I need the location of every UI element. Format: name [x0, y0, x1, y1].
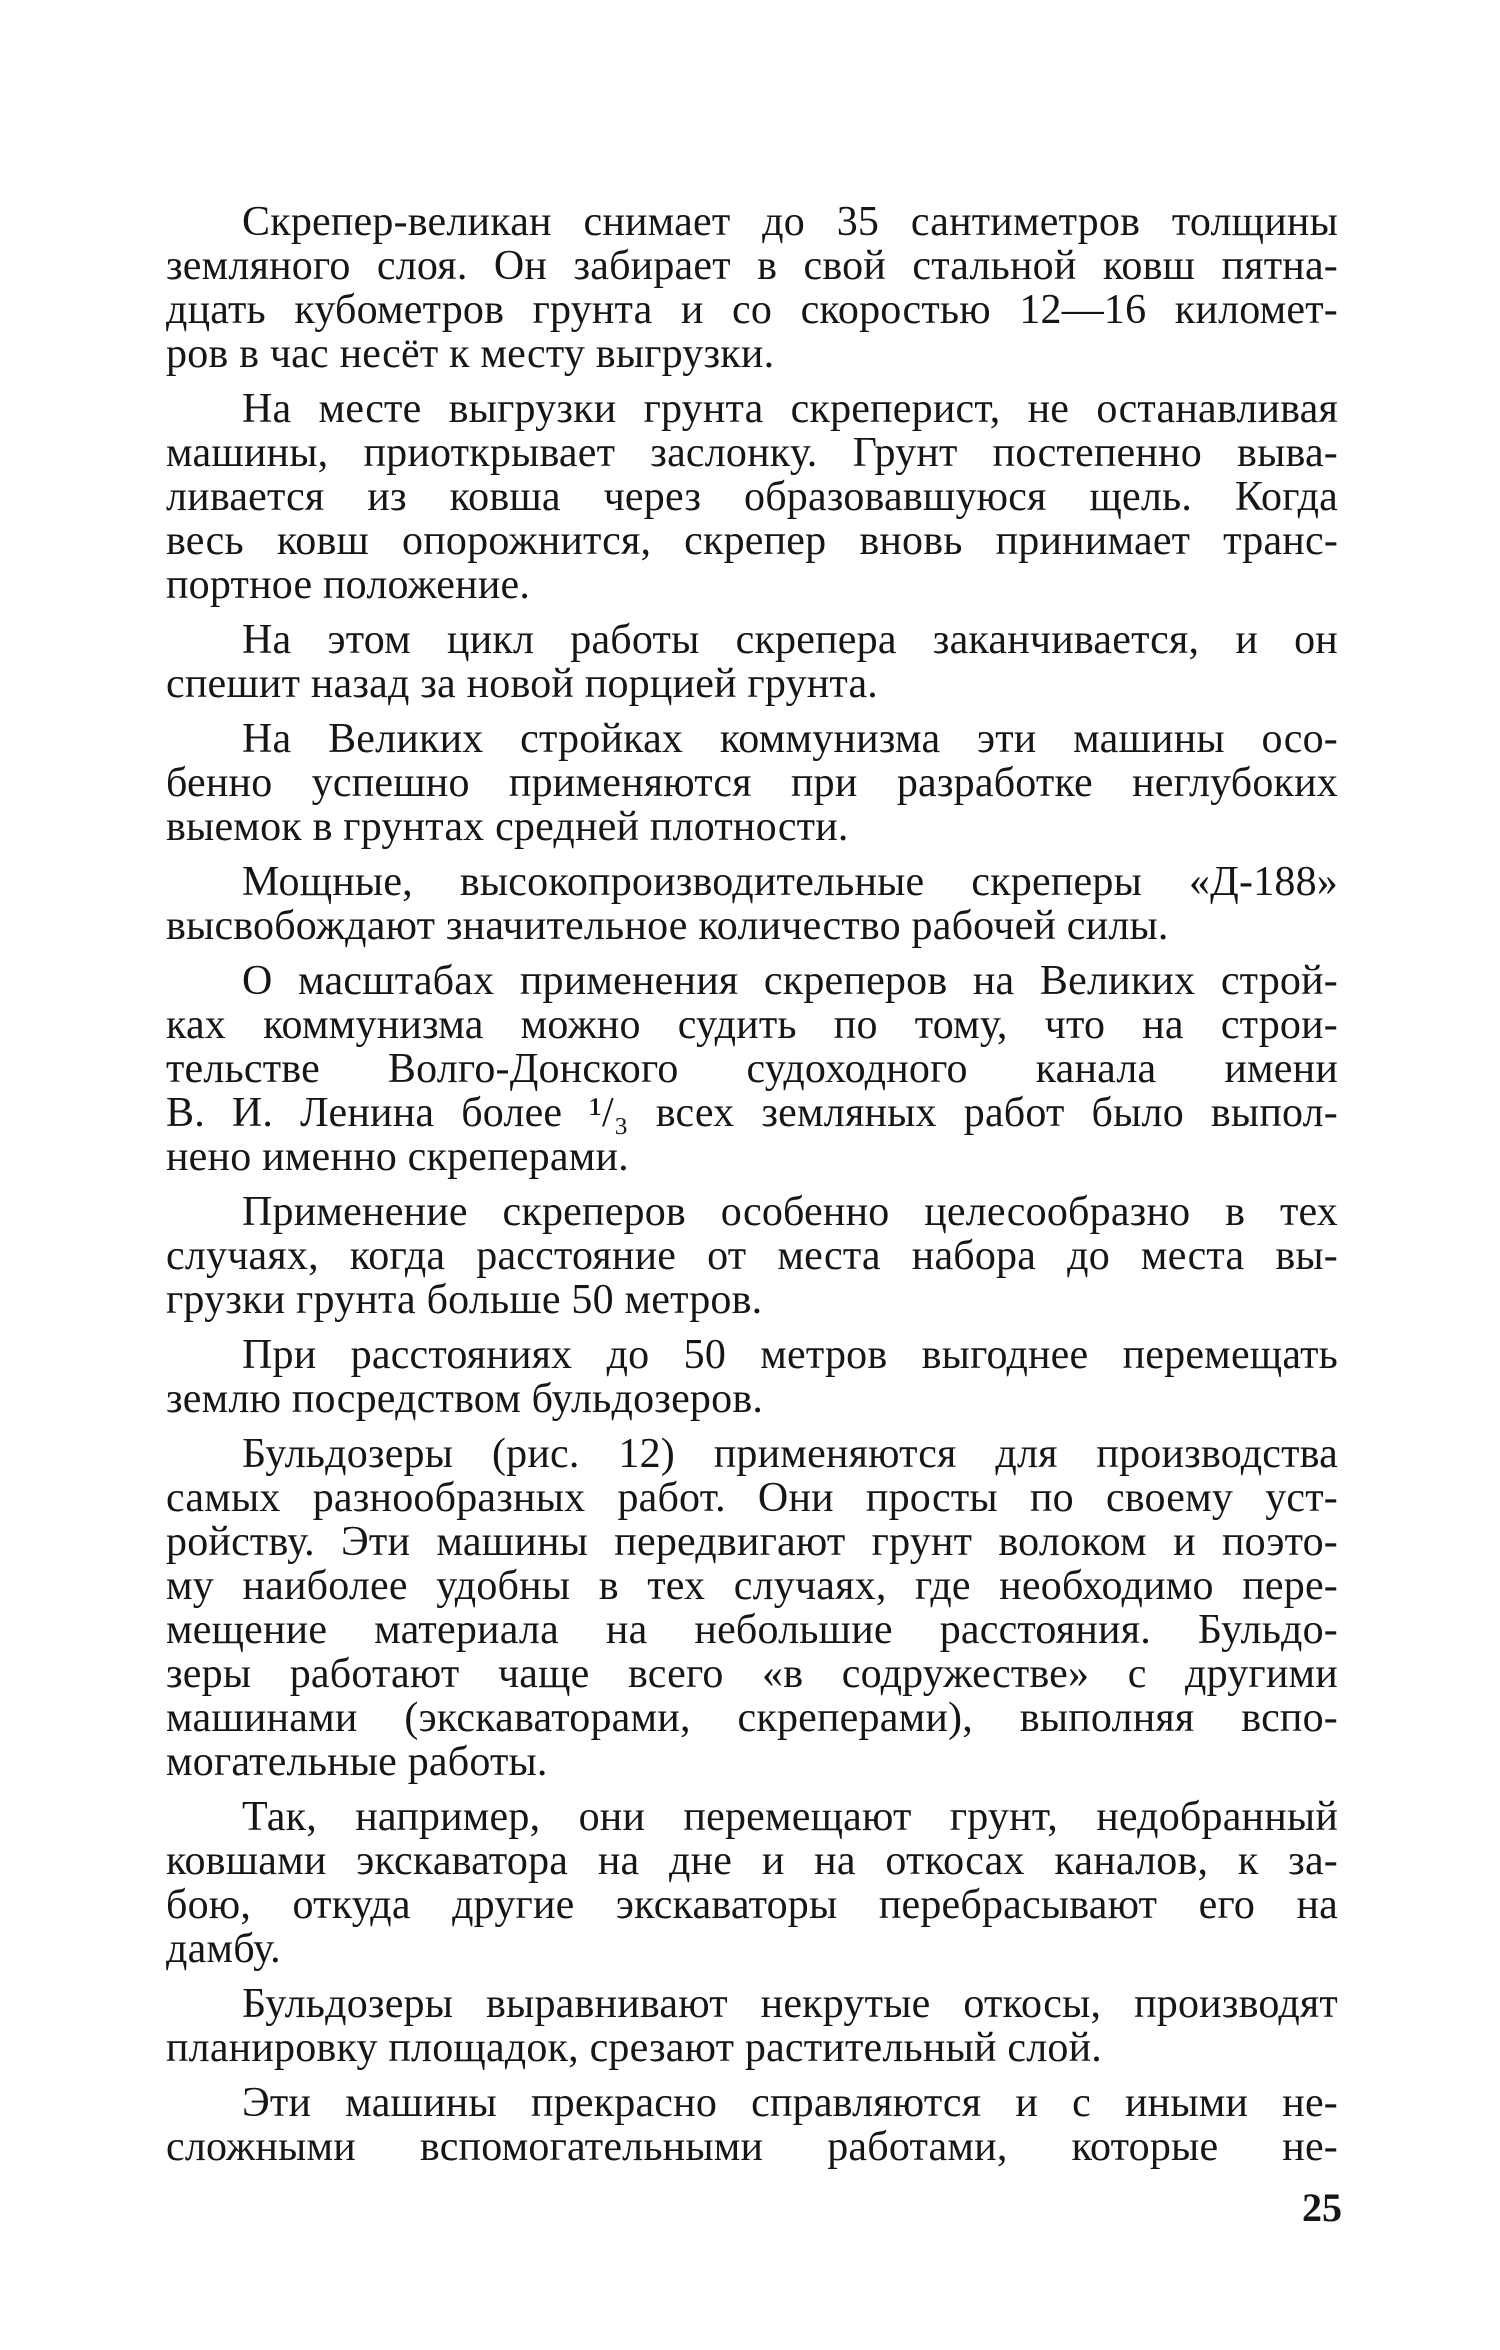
text-line: самых разнообразных работ. Они просты по своему уст-: [166, 1475, 1338, 1521]
text-line: машины, приоткрывает заслонку. Грунт постепенно выва-: [166, 430, 1338, 476]
paragraph-8: [166, 1333, 1338, 1421]
paragraph-11: [166, 1982, 1338, 2070]
text-line: дцать кубометров грунта и со скоростью 12—16 километ-: [166, 287, 1338, 333]
text-line: Скрепер-великан снимает до 35 сантиметров толщины: [242, 199, 1338, 245]
text-line: В. И. Ленина более ¹/₃ всех земляных работ было выпол-: [166, 1090, 1338, 1136]
text-line: сложными вспомогательными работами, которые не-: [166, 2124, 1338, 2170]
text-line: Эти машины прекрасно справляются и с иными не-: [242, 2080, 1338, 2126]
text-line: О масштабах применения скреперов на Великих строй-: [242, 958, 1338, 1004]
text-line: На месте выгрузки грунта скреперист, не останавливая: [242, 386, 1338, 432]
text-line: землю посредством бульдозеров.: [166, 1376, 764, 1422]
text-line: Так, например, они перемещают грунт, недобранный: [242, 1794, 1338, 1840]
text-line: нено именно скреперами.: [166, 1134, 629, 1180]
text-line: тельстве Волго-Донского судоходного канала имени: [166, 1046, 1338, 1092]
text-line: высвобождают значительное количество рабочей силы.: [166, 903, 1169, 949]
text-line: бенно успешно применяются при разработке неглубоких: [166, 760, 1338, 806]
text-line: ливается из ковша через образовавшуюся щель. Когда: [166, 474, 1338, 520]
text-line: Применение скреперов особенно целесообразно в тех: [242, 1189, 1338, 1235]
paragraph-7: [166, 1190, 1338, 1322]
text-line: грузки грунта больше 50 метров.: [166, 1277, 763, 1323]
text-line: планировку площадок, срезают растительный слой.: [166, 2025, 1102, 2071]
text-line: случаях, когда расстояние от места набора до места вы-: [166, 1233, 1338, 1279]
paragraph-1: [166, 200, 1338, 376]
text-line: машинами (экскаваторами, скреперами), выполняя вспо-: [166, 1695, 1338, 1741]
page-text: [166, 200, 1338, 2180]
text-line: При расстояниях до 50 метров выгоднее перемещать: [242, 1332, 1338, 1378]
paragraph-2: [166, 387, 1338, 607]
paragraph-5: [166, 860, 1338, 948]
text-line: земляного слоя. Он забирает в свой стальной ковш пятна-: [166, 243, 1338, 289]
text-line: зеры работают чаще всего «в содружестве» с другими: [166, 1651, 1338, 1697]
text-line: портное положение.: [166, 562, 531, 608]
paragraph-4: [166, 717, 1338, 849]
text-line: ройству. Эти машины передвигают грунт волоком и поэто-: [166, 1519, 1338, 1565]
text-line: На этом цикл работы скрепера заканчивается, и он: [242, 617, 1338, 663]
text-line: спешит назад за новой порцией грунта.: [166, 661, 878, 707]
text-line: Бульдозеры выравнивают некрутые откосы, производят: [242, 1981, 1338, 2027]
paragraph-10: [166, 1795, 1338, 1971]
paragraph-12: [166, 2081, 1338, 2169]
text-line: весь ковш опорожнится, скрепер вновь принимает транс-: [166, 518, 1338, 564]
text-line: ковшами экскаватора на дне и на откосах каналов, к за-: [166, 1838, 1338, 1884]
text-line: дамбу.: [166, 1926, 281, 1972]
text-line: Мощные, высокопроизводительные скреперы «Д-188»: [242, 859, 1338, 905]
page-number: 25: [1302, 2185, 1342, 2230]
text-line: ров в час несёт к месту выгрузки.: [166, 331, 775, 377]
text-line: ках коммунизма можно судить по тому, что на строи-: [166, 1002, 1338, 1048]
text-line: Бульдозеры (рис. 12) применяются для производства: [242, 1431, 1338, 1477]
text-line: му наиболее удобны в тех случаях, где необходимо пере-: [166, 1563, 1338, 1609]
text-line: могательные работы.: [166, 1739, 548, 1785]
text-line: На Великих стройках коммунизма эти машины осо-: [242, 716, 1338, 762]
paragraph-6: [166, 959, 1338, 1179]
paragraph-9: [166, 1432, 1338, 1784]
paragraph-3: [166, 618, 1338, 706]
text-line: мещение материала на небольшие расстояния. Бульдо-: [166, 1607, 1338, 1653]
text-line: бою, откуда другие экскаваторы перебрасывают его на: [166, 1882, 1338, 1928]
text-line: выемок в грунтах средней плотности.: [166, 804, 849, 850]
